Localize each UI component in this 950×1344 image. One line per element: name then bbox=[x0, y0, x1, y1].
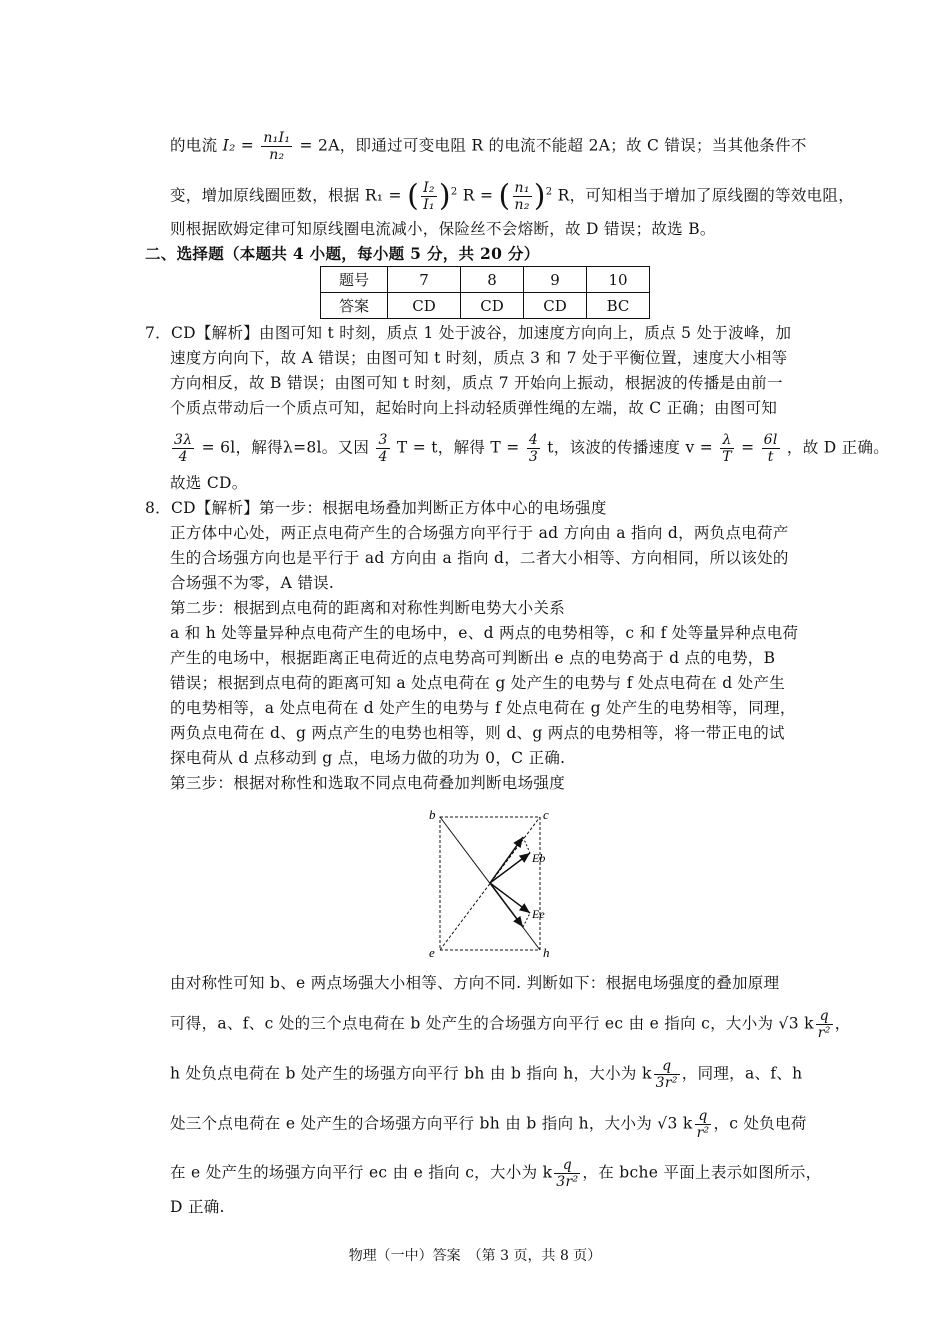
fraction: $\frac{6l}{t}$ bbox=[763, 432, 778, 465]
q8-line-11: 探电荷从 d 点移动到 g 点，电场力做的功为 0，C 正确. bbox=[170, 749, 566, 767]
q8-line-1: 8．CD【解析】第一步：根据电场叠加判断正方体中心的电场强度 bbox=[145, 499, 607, 517]
intro-line-3: 则根据欧姆定律可知原线圈电流减小，保险丝不会熔断，故 D 错误；故选 B。 bbox=[170, 220, 716, 238]
q8-line-5: 第二步：根据到点电荷的距离和对称性判断电势大小关系 bbox=[170, 599, 566, 617]
q8-line-15: h 处负点电荷在 b 处产生的场强方向平行 bh 由 b 指向 h，大小为 k $\frac{q}{\text{3r²}}$ ，同理，a、f、h bbox=[170, 1058, 803, 1091]
table-answer-label: 答案 bbox=[321, 293, 388, 319]
q8-line-4: 合场强不为零，A 错误. bbox=[170, 574, 335, 592]
fraction: $\frac{q}{\text{r²}}$ bbox=[696, 1108, 710, 1141]
q8-line-18: D 正确. bbox=[170, 1198, 225, 1216]
q8-line-9: 的电势相等，a 处点电荷在 d 处产生的电势与 f 处点电荷在 g 处产生的电势相等，同理， bbox=[170, 699, 796, 717]
q7-line-3: 方向相反，故 B 错误；由图可知 t 时刻，质点 7 开始向上振动，根据波的传播是由前一 bbox=[170, 374, 783, 392]
label-h: h bbox=[543, 945, 550, 960]
q8-line-13: 由对称性可知 b、e 两点场强大小相等、方向不同. 判断如下：根据电场强度的叠加原理 bbox=[170, 974, 780, 992]
fraction: $\frac{q}{\text{3r²}}$ bbox=[556, 1157, 579, 1190]
table-cell: CD bbox=[524, 293, 587, 319]
table-cell: 9 bbox=[524, 267, 587, 293]
field-diagram bbox=[425, 805, 565, 960]
answer-table bbox=[320, 266, 650, 319]
q7-line-4: 个质点带动后一个质点可知，起始时向上抖动轻质弹性绳的左端，故 C 正确；由图可知 bbox=[170, 399, 778, 417]
page-footer: 物理（一中）答案 （第 3 页，共 8 页） bbox=[348, 1248, 602, 1264]
q8-line-10: 两负点电荷在 d、g 两点产生的电势也相等，则 d、g 两点的电势相等，将一带正电的试 bbox=[170, 724, 785, 742]
fraction: $\frac{q}{\text{r²}}$ bbox=[817, 1008, 831, 1041]
fraction: $\frac{\text{n₁I₁}}{\text{n₂}}$ bbox=[263, 130, 291, 163]
table-cell: CD bbox=[388, 293, 461, 319]
fraction: $\frac{\text{I₂}}{\text{I₁}}$ bbox=[423, 180, 435, 213]
fraction: $\frac{\text{n₁}}{\text{n₂}}$ bbox=[514, 180, 530, 213]
fraction: $\frac{3}{4}$ bbox=[378, 432, 388, 465]
fraction: $\frac{\lambda}{T}$ bbox=[722, 432, 732, 465]
label-b: b bbox=[429, 807, 436, 822]
table-cell: 10 bbox=[587, 267, 650, 293]
q8-line-7: 产生的电场中，根据距离正电荷近的点电势高可判断出 e 点的电势高于 d 点的电势，B bbox=[170, 649, 776, 667]
q8-line-16: 处三个点电荷在 e 处产生的合场强方向平行 bh 由 b 指向 h，大小为 √3 k $\frac{q}{\text{r²}}$ ，c 处负电荷 bbox=[170, 1108, 807, 1141]
arrow-Eb-component-1 bbox=[490, 837, 523, 883]
q8-line-8: 错误；根据到点电荷的距离可知 a 处点电荷在 g 处产生的电势与 f 处点电荷在 d 处产生 bbox=[170, 674, 786, 692]
intro-line-2: 变，增加原线圈匝数，根据 R₁ = ( $\frac{\text{I₂}}{\text{I₁}}$ )$^2$ R = ( $\frac{\text{n₁}}{\text{n₂}}$ )$^2$ R，可知相当于增加了原线圈的等效电阻， bbox=[170, 178, 855, 214]
fraction: $\frac{3\lambda}{4}$ bbox=[174, 432, 193, 465]
q8-line-17: 在 e 处产生的场强方向平行 ec 由 e 指向 c，大小为 k $\frac{q}{\text{3r²}}$ ，在 bche 平面上表示如图所示， bbox=[170, 1157, 822, 1190]
q7-line-2: 速度方向向下，故 A 错误；由图可知 t 时刻，质点 3 和 7 处于平衡位置，速度大小相等 bbox=[170, 349, 788, 367]
fraction: $\frac{4}{3}$ bbox=[528, 432, 539, 465]
table-cell: BC bbox=[587, 293, 650, 319]
fraction: $\frac{q}{\text{3r²}}$ bbox=[655, 1058, 678, 1091]
label-e: e bbox=[429, 945, 435, 960]
intro-line-1: 的电流 I₂ = $\frac{\text{n₁I₁}}{\text{n₂}}$ = 2A，即通过可变电阻 R 的电流不能超 2A；故 C 错误；当其他条件不 bbox=[170, 130, 807, 163]
q8-line-6: a 和 h 处等量异种点电荷产生的电场中，e、d 两点的电势相等，c 和 f 处等量异种点电荷 bbox=[170, 624, 799, 642]
q8-line-2: 正方体中心处，两正点电荷产生的合场强方向平行于 ad 方向由 a 指向 d，两负点电荷产 bbox=[170, 524, 789, 542]
table-cell: 7 bbox=[388, 267, 461, 293]
label-Eb: Eb bbox=[532, 851, 546, 865]
label-c: c bbox=[543, 807, 549, 822]
table-header-label: 题号 bbox=[321, 267, 388, 293]
q8-line-12: 第三步：根据对称性和选取不同点电荷叠加判断电场强度 bbox=[170, 774, 566, 792]
q8-line-14: 可得，a、f、c 处的三个点电荷在 b 处产生的合场强方向平行 ec 由 e 指向 c，大小为 √3 k $\frac{q}{\text{r²}}$ ， bbox=[170, 1008, 851, 1041]
q8-line-3: 生的合场强方向也是平行于 ad 方向由 a 指向 d，二者大小相等、方向相同，所以该处的 bbox=[170, 549, 789, 567]
q7-line-1: 7．CD【解析】由图可知 t 时刻，质点 1 处于波谷，加速度方向向上，质点 5 处于波峰，加 bbox=[145, 324, 792, 342]
section-heading: 二、选择题（本题共 4 小题，每小题 5 分，共 20 分） bbox=[145, 244, 540, 263]
table-cell: 8 bbox=[461, 267, 524, 293]
q7-line-5: $\frac{3\lambda}{4}$ = 6l，解得λ=8l。又因 $\frac{3}{4}$ T = t，解得 T = $\frac{4}{3}$ t，该波的传播速度 v = $\frac{\lambda}{T}$ = $\frac{6l}{t}$ ，故 D 正确。 bbox=[174, 432, 890, 465]
table-cell: CD bbox=[461, 293, 524, 319]
q7-line-6: 故选 CD。 bbox=[170, 474, 248, 492]
arrow-Ee-component-1 bbox=[490, 883, 523, 927]
label-Ee: Ee bbox=[532, 907, 545, 921]
